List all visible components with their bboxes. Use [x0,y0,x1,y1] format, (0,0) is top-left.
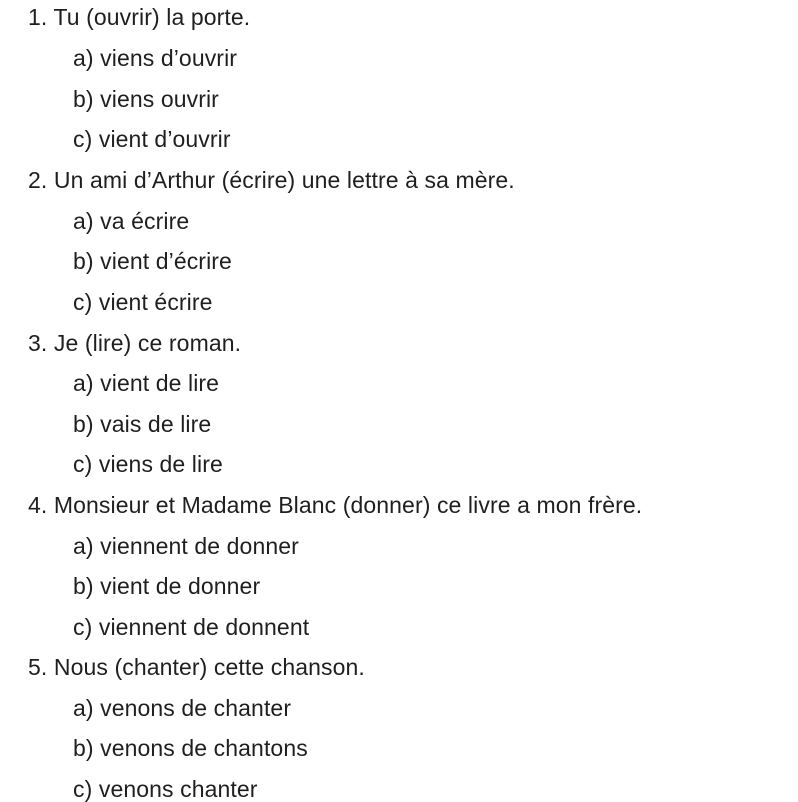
question-4-option-b[interactable]: b) vient de donner [73,573,261,599]
question-1-option-b[interactable]: b) viens ouvrir [73,86,219,112]
question-3-option-a[interactable]: a) vient de lire [73,370,220,396]
question-5-option-b[interactable]: b) venons de chantons [73,735,308,761]
question-4: 4. Monsieur et Madame Blanc (donner) ce livre a mon frère. [28,492,643,518]
question-5-option-c[interactable]: c) venons chanter [73,776,258,802]
question-3: 3. Je (lire) ce roman. [28,330,242,356]
question-4-option-a[interactable]: a) viennent de donner [73,533,299,559]
question-5: 5. Nous (chanter) cette chanson. [28,654,365,680]
question-1-option-a[interactable]: a) viens d’ouvrir [73,45,238,71]
question-2-option-b[interactable]: b) vient d’écrire [73,248,232,274]
question-3-option-b[interactable]: b) vais de lire [73,411,212,437]
question-2: 2. Un ami d’Arthur (écrire) une lettre à sa mère. [28,167,515,193]
question-2-option-a[interactable]: a) va écrire [73,208,190,234]
question-2-option-c[interactable]: c) vient écrire [73,289,213,315]
question-3-option-c[interactable]: c) viens de lire [73,451,223,477]
question-1-option-c[interactable]: c) vient d’ouvrir [73,126,231,152]
question-4-option-c[interactable]: c) viennent de donnent [73,614,310,640]
question-1: 1. Tu (ouvrir) la porte. [28,4,251,30]
question-5-option-a[interactable]: a) venons de chanter [73,695,292,721]
